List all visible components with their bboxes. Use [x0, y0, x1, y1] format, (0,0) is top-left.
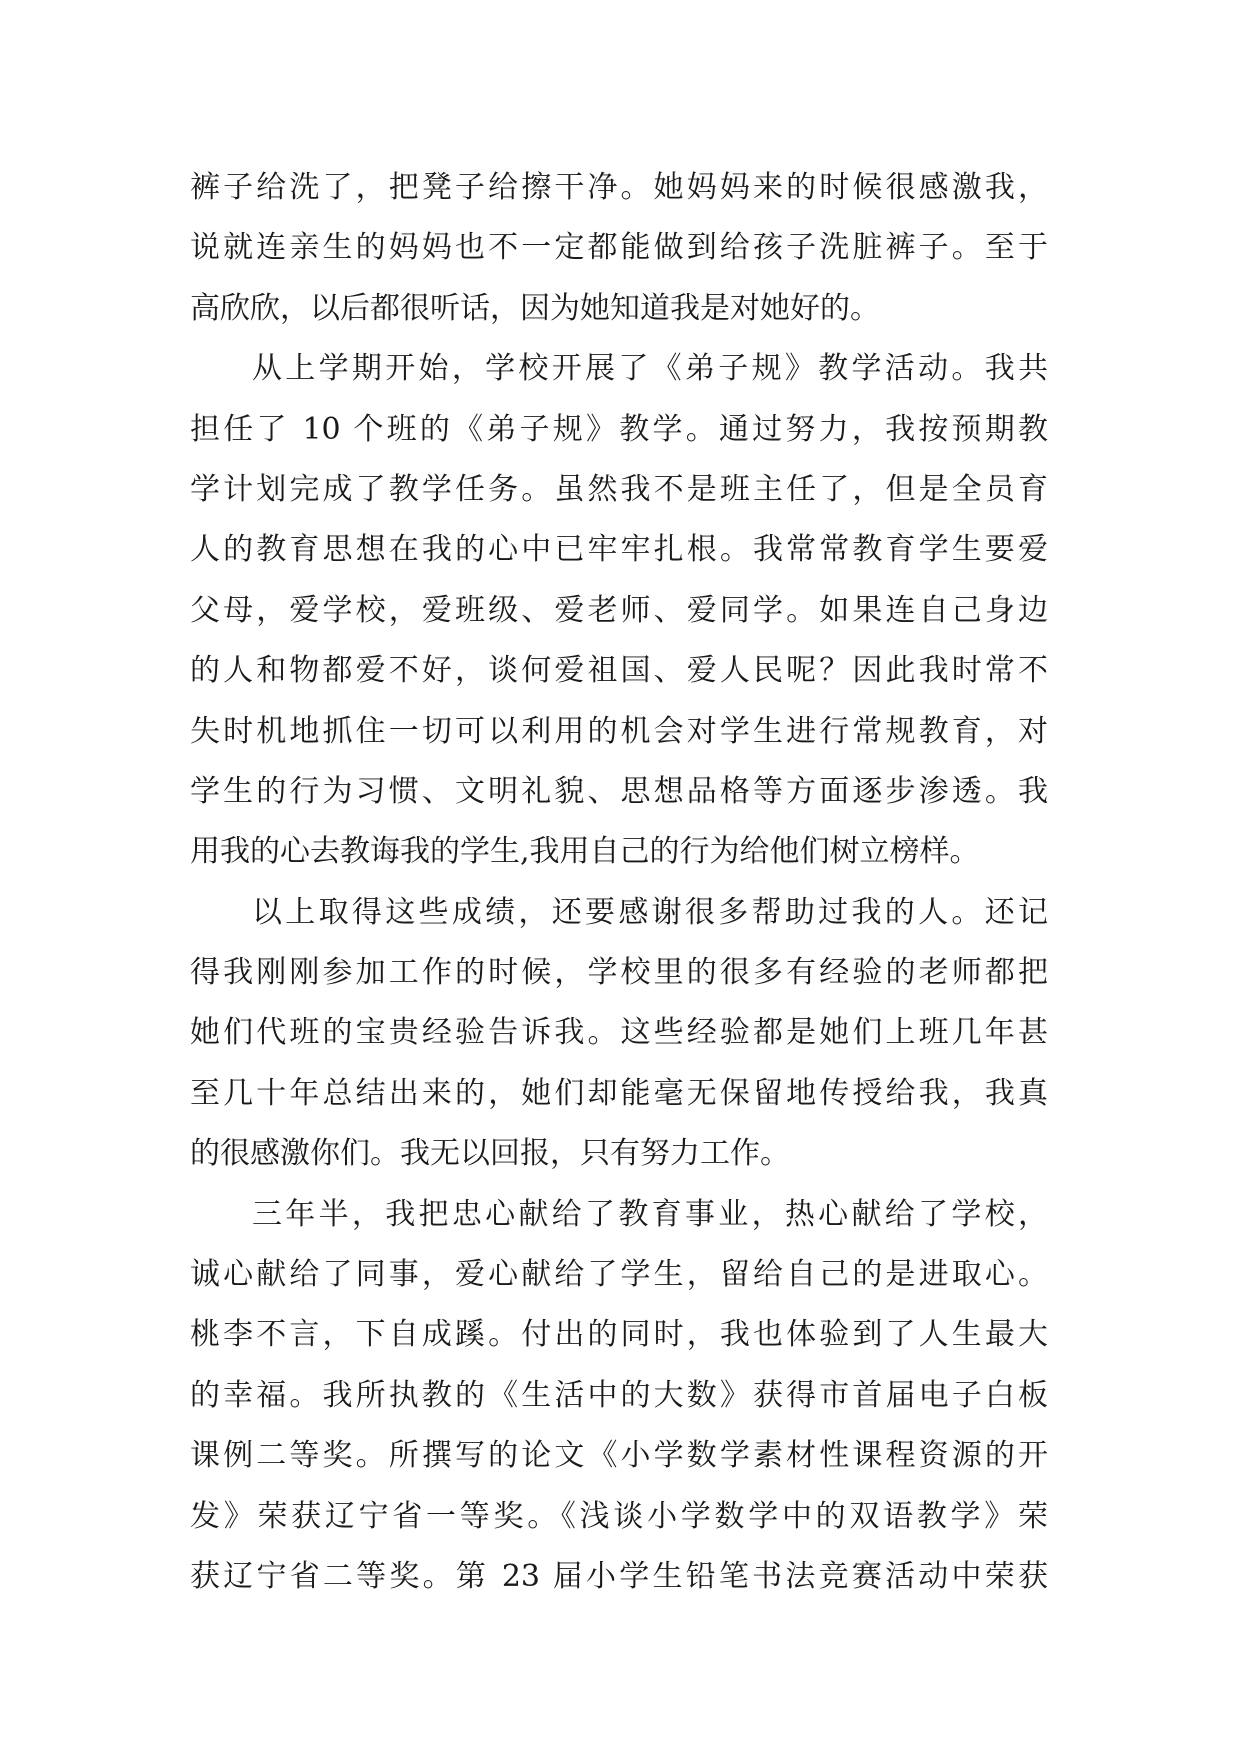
text-line: 她们代班的宝贵经验告诉我。这些经验都是她们上班几年甚	[190, 1015, 1048, 1051]
text-line: 学生的行为习惯、文明礼貌、思想品格等方面逐步渗透。我	[190, 773, 1048, 809]
text-line: 发》荣获辽宁省一等奖。《浅谈小学数学中的双语教学》荣	[190, 1498, 1048, 1534]
text-line: 用我的心去教诲我的学生,我用自己的行为给他们树立榜样。	[190, 834, 980, 870]
text-line: 说就连亲生的妈妈也不一定都能做到给孩子洗脏裤子。至于	[190, 230, 1048, 266]
text-line: 获辽宁省二等奖。第 23 届小学生铅笔书法竞赛活动中荣获	[190, 1558, 1048, 1594]
text-line: 课例二等奖。所撰写的论文《小学数学素材性课程资源的开	[190, 1438, 1048, 1474]
text-line: 失时机地抓住一切可以利用的机会对学生进行常规教育，对	[190, 713, 1048, 749]
text-line: 的人和物都爱不好，谈何爱祖国、爱人民呢？因此我时常不	[190, 653, 1048, 689]
text-line: 裤子给洗了，把凳子给擦干净。她妈妈来的时候很感激我，	[190, 170, 1048, 205]
text-line: 父母，爱学校，爱班级、爱老师、爱同学。如果连自己身边	[190, 592, 1048, 628]
text-line: 至几十年总结出来的，她们却能毫无保留地传授给我，我真	[190, 1075, 1048, 1111]
text-line: 高欣欣，以后都很听话，因为她知道我是对她好的。	[190, 290, 880, 326]
text-line: 的幸福。我所执教的《生活中的大数》获得市首届电子白板	[190, 1377, 1048, 1413]
text-line: 桃李不言，下自成蹊。付出的同时，我也体验到了人生最大	[190, 1317, 1048, 1353]
document-body	[190, 158, 1048, 1607]
text-line: 担任了 10 个班的《弟子规》教学。通过努力，我按预期教	[190, 411, 1048, 447]
text-line: 以上取得这些成绩，还要感谢很多帮助过我的人。还记	[252, 894, 1048, 930]
text-line: 学计划完成了教学任务。虽然我不是班主任了，但是全员育	[190, 471, 1048, 507]
text-line: 人的教育思想在我的心中已牢牢扎根。我常常教育学生要爱	[190, 532, 1048, 568]
text-line: 的很感激你们。我无以回报，只有努力工作。	[190, 1136, 790, 1172]
text-line: 得我刚刚参加工作的时候，学校里的很多有经验的老师都把	[190, 955, 1048, 991]
text-line: 从上学期开始，学校开展了《弟子规》教学活动。我共	[252, 351, 1048, 387]
text-line: 三年半，我把忠心献给了教育事业，热心献给了学校，	[252, 1196, 1048, 1232]
text-line: 诚心献给了同事，爱心献给了学生，留给自己的是进取心。	[190, 1257, 1048, 1293]
